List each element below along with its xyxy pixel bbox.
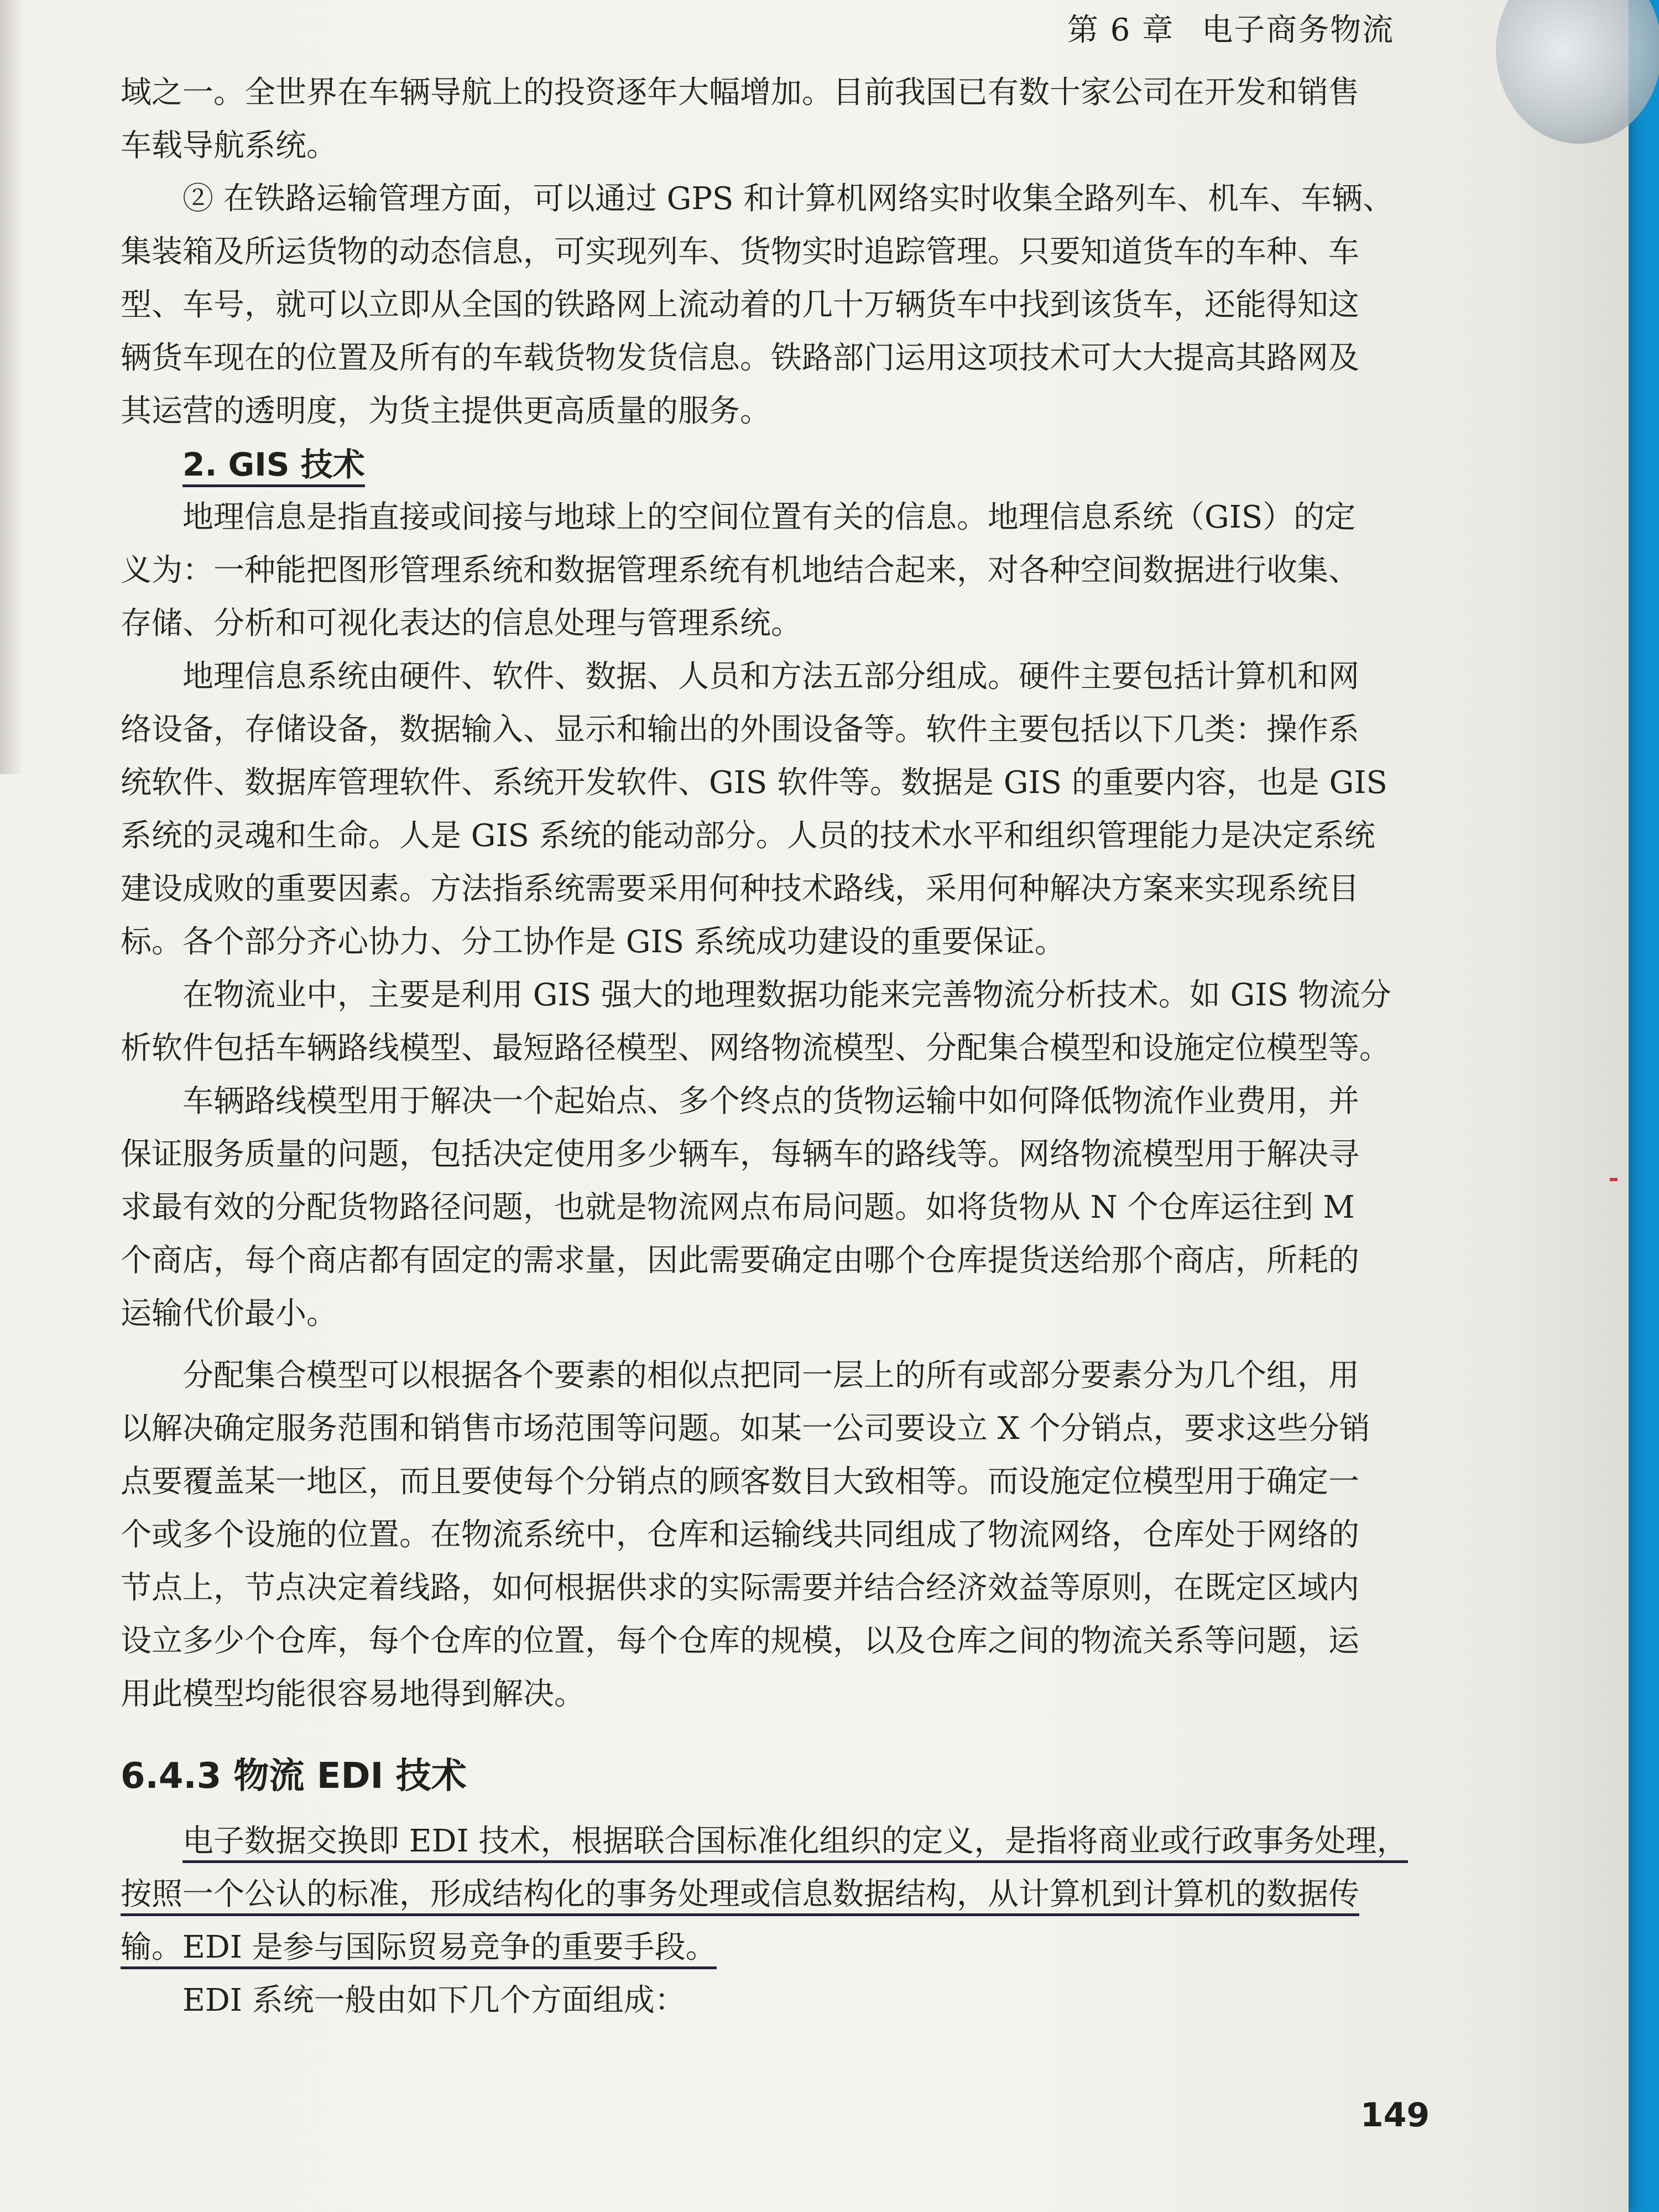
text-line: 个或多个设施的位置。在物流系统中，仓库和运输线共同组成了物流网络，仓库处于网络的 [121, 1517, 1359, 1553]
text-line: 辆货车现在的位置及所有的车载货物发货信息。铁路部门运用这项技术可大大提高其路网及 [121, 340, 1359, 376]
text-line: 运输代价最小。 [121, 1296, 337, 1332]
text-line: 络设备，存储设备，数据输入、显示和输出的外围设备等。软件主要包括以下几类：操作系 [121, 712, 1359, 748]
chapter-corner-decoration [1496, 0, 1659, 144]
text-line: 标。各个部分齐心协力、分工协作是 GIS 系统成功建设的重要保证。 [121, 924, 1066, 960]
text-line: 车辆路线模型用于解决一个起始点、多个终点的货物运输中如何降低物流作业费用，并 [182, 1083, 1359, 1119]
text-line: 义为：一种能把图形管理系统和数据管理系统有机地结合起来，对各种空间数据进行收集、 [121, 552, 1359, 588]
text-line: 在物流业中，主要是利用 GIS 强大的地理数据功能来完善物流分析技术。如 GIS 物流分 [182, 977, 1391, 1013]
text-line [121, 1815, 1415, 1868]
text-line: 系统的灵魂和生命。人是 GIS 系统的能动部分。人员的技术水平和组织管理能力是决定系统 [121, 818, 1375, 854]
running-header [1067, 6, 1394, 50]
text-line: 建设成败的重要因素。方法指系统需要采用何种技术路线，采用何种解决方案来实现系统目 [121, 871, 1359, 907]
text-line: 统软件、数据库管理软件、系统开发软件、GIS 软件等。数据是 GIS 的重要内容，也是 GIS [121, 765, 1387, 801]
text-line [121, 1868, 1415, 1921]
body-text [121, 66, 1415, 2027]
subsection-heading [121, 438, 1415, 491]
text-line: 存储、分析和可视化表达的信息处理与管理系统。 [121, 606, 802, 641]
text-line: ② 在铁路运输管理方面，可以通过 GPS 和计算机网络实时收集全路列车、机车、车辆、 [182, 181, 1394, 217]
text-line: EDI 系统一般由如下几个方面组成： [182, 1983, 686, 2018]
text-line: 集装箱及所运货物的动态信息，可实现列车、货物实时追踪管理。只要知道货车的车种、车 [121, 234, 1359, 270]
text-line: 求最有效的分配货物路径问题，也就是物流网点布局问题。如将货物从 N 个仓库运往到 M [121, 1190, 1355, 1225]
text-line: 节点上，节点决定着线路，如何根据供求的实际需要并结合经济效益等原则，在既定区域内 [121, 1570, 1359, 1606]
margin-mark [1610, 1178, 1618, 1181]
facing-page-edge [0, 0, 23, 774]
underlined-text: 电子数据交换即 EDI 技术，根据联合国标准化组织的定义，是指将商业或行政事务处理， [182, 1823, 1408, 1863]
text-line: 设立多少个仓库，每个仓库的位置，每个仓库的规模，以及仓库之间的物流关系等问题，运 [121, 1623, 1359, 1659]
chapter-number: 第 6 章 [1067, 12, 1175, 48]
chapter-title: 电子商务物流 [1202, 12, 1395, 48]
section-heading: 6.4.3 物流 EDI 技术 [121, 1756, 467, 1797]
underlined-text: 按照一个公认的标准，形成结构化的事务处理或信息数据结构，从计算机到计算机的数据传 [121, 1876, 1359, 1916]
text-line: 析软件包括车辆路线模型、最短路径模型、网络物流模型、分配集合模型和设施定位模型等。 [121, 1030, 1390, 1066]
text-line: 车载导航系统。 [121, 128, 337, 164]
underlined-heading: 2. GIS 技术 [182, 446, 365, 487]
text-line: 其运营的透明度，为货主提供更高质量的服务。 [121, 393, 771, 429]
text-line: 地理信息系统由硬件、软件、数据、人员和方法五部分组成。硬件主要包括计算机和网 [182, 659, 1359, 695]
text-line: 以解决确定服务范围和销售市场范围等问题。如某一公司要设立 X 个分销点，要求这些分销 [121, 1411, 1370, 1447]
text-line: 型、车号，就可以立即从全国的铁路网上流动着的几十万辆货车中找到该货车，还能得知这 [121, 287, 1359, 323]
text-line [121, 1921, 1415, 1974]
text-line: 用此模型均能很容易地得到解决。 [121, 1676, 585, 1712]
page-number: 149 [1360, 2096, 1430, 2135]
text-line: 分配集合模型可以根据各个要素的相似点把同一层上的所有或部分要素分为几个组，用 [182, 1358, 1359, 1394]
text-line: 个商店，每个商店都有固定的需求量，因此需要确定由哪个仓库提货送给那个商店，所耗的 [121, 1243, 1359, 1279]
text-line: 点要覆盖某一地区，而且要使每个分销点的顾客数目大致相等。而设施定位模型用于确定一 [121, 1464, 1359, 1500]
text-line: 地理信息是指直接或间接与地球上的空间位置有关的信息。地理信息系统（GIS）的定 [182, 499, 1356, 535]
text-line: 域之一。全世界在车辆导航上的投资逐年大幅增加。目前我国已有数十家公司在开发和销售 [121, 75, 1359, 111]
underlined-text: 输。EDI 是参与国际贸易竞争的重要手段。 [121, 1929, 717, 1969]
text-line: 保证服务质量的问题，包括决定使用多少辆车，每辆车的路线等。网络物流模型用于解决寻 [121, 1136, 1359, 1172]
